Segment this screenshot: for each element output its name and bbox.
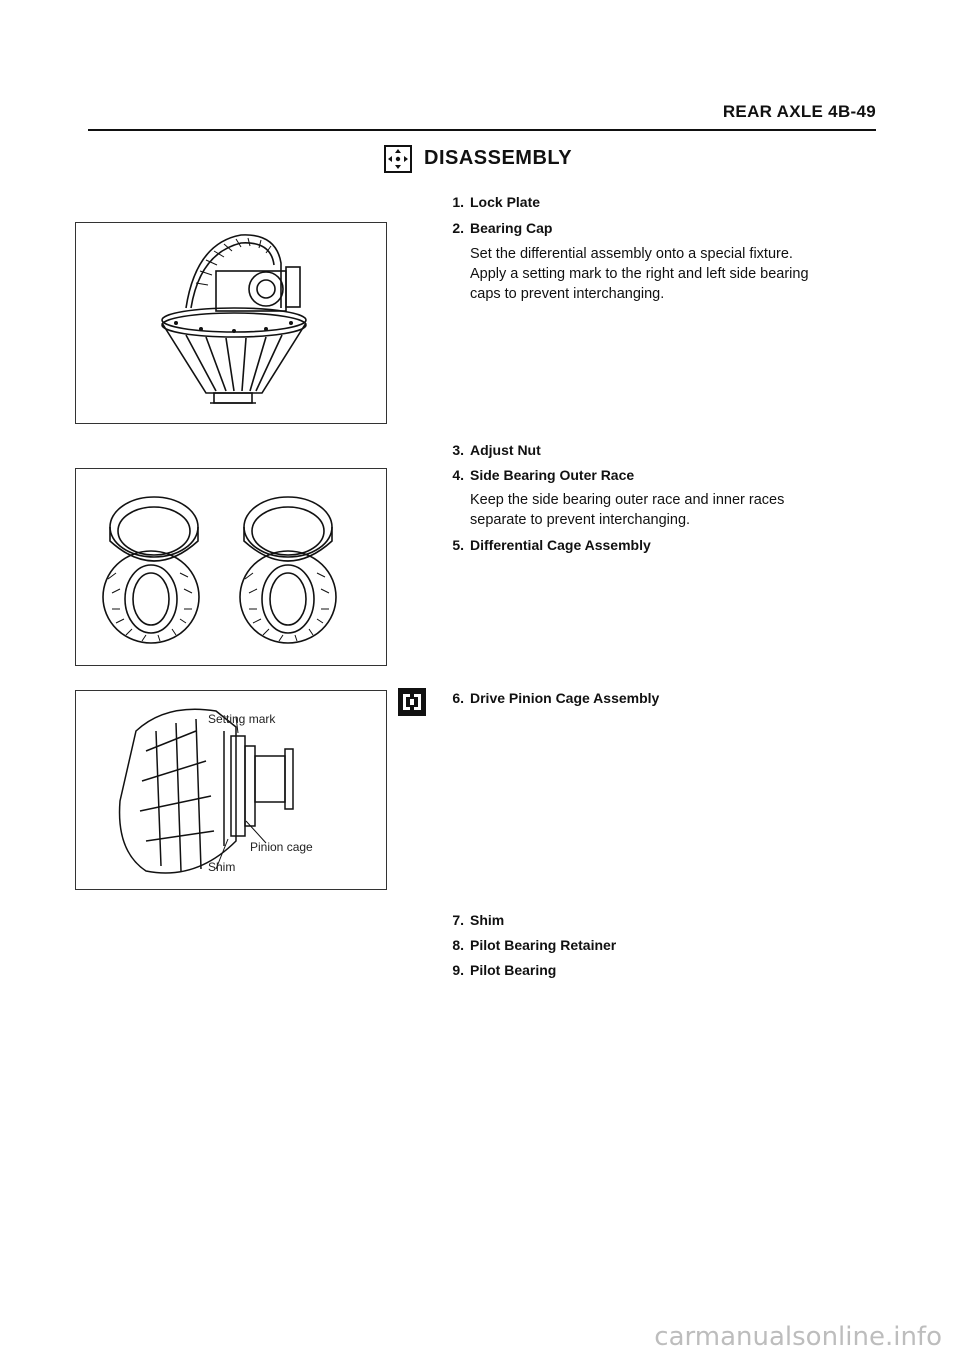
step-label: Adjust Nut bbox=[470, 442, 541, 458]
paragraph-bearing-cap bbox=[470, 244, 809, 304]
label-pinion-cage: Pinion cage bbox=[250, 840, 313, 854]
step-number: 4. bbox=[452, 467, 464, 483]
label-setting-mark: Setting mark bbox=[208, 712, 276, 726]
special-tool-icon bbox=[397, 687, 427, 717]
step-number: 3. bbox=[452, 442, 464, 458]
step-label: Differential Cage Assembly bbox=[470, 537, 651, 553]
step-number: 2. bbox=[452, 220, 464, 236]
figure-pinion-cage bbox=[75, 690, 387, 890]
list-item bbox=[442, 912, 504, 928]
figure-differential-assembly bbox=[75, 222, 387, 424]
step-label: Side Bearing Outer Race bbox=[470, 467, 635, 483]
paragraph-outer-race bbox=[470, 490, 784, 530]
text-line: separate to prevent interchanging. bbox=[470, 512, 691, 528]
list-item bbox=[442, 467, 634, 483]
text-line: Apply a setting mark to the right and left side bearing bbox=[470, 266, 809, 282]
step-label: Shim bbox=[470, 912, 505, 928]
list-item bbox=[442, 937, 616, 953]
step-label: Lock Plate bbox=[470, 194, 541, 210]
bearing-races-illustration bbox=[76, 469, 386, 665]
step-number: 8. bbox=[452, 937, 464, 953]
list-item bbox=[442, 537, 651, 553]
step-number: 6. bbox=[452, 690, 464, 706]
header-divider bbox=[88, 129, 876, 131]
step-label: Pilot Bearing bbox=[470, 962, 557, 978]
step-label: Drive Pinion Cage Assembly bbox=[470, 690, 660, 706]
text-line: caps to prevent interchanging. bbox=[470, 286, 665, 302]
pinion-cage-illustration bbox=[76, 691, 386, 889]
step-label: Bearing Cap bbox=[470, 220, 553, 236]
page-header-title: REAR AXLE 4B-49 bbox=[722, 102, 876, 121]
list-item bbox=[442, 962, 556, 978]
step-number: 5. bbox=[452, 537, 464, 553]
section-title: DISASSEMBLY bbox=[424, 147, 573, 169]
step-number: 1. bbox=[452, 194, 464, 210]
figure-bearing-races bbox=[75, 468, 387, 666]
list-item bbox=[442, 690, 659, 706]
label-shim: Shim bbox=[208, 860, 236, 874]
watermark: carmanualsonline.info bbox=[654, 1322, 942, 1352]
step-number: 9. bbox=[452, 962, 464, 978]
list-item bbox=[442, 442, 541, 458]
text-line: Keep the side bearing outer race and inner races bbox=[470, 492, 785, 508]
differential-illustration bbox=[76, 223, 386, 423]
disassembly-icon bbox=[384, 145, 412, 173]
list-item bbox=[442, 194, 540, 210]
step-number: 7. bbox=[452, 912, 464, 928]
step-label: Pilot Bearing Retainer bbox=[470, 937, 617, 953]
text-line: Set the differential assembly onto a special fixture. bbox=[470, 246, 793, 262]
list-item bbox=[442, 220, 552, 236]
